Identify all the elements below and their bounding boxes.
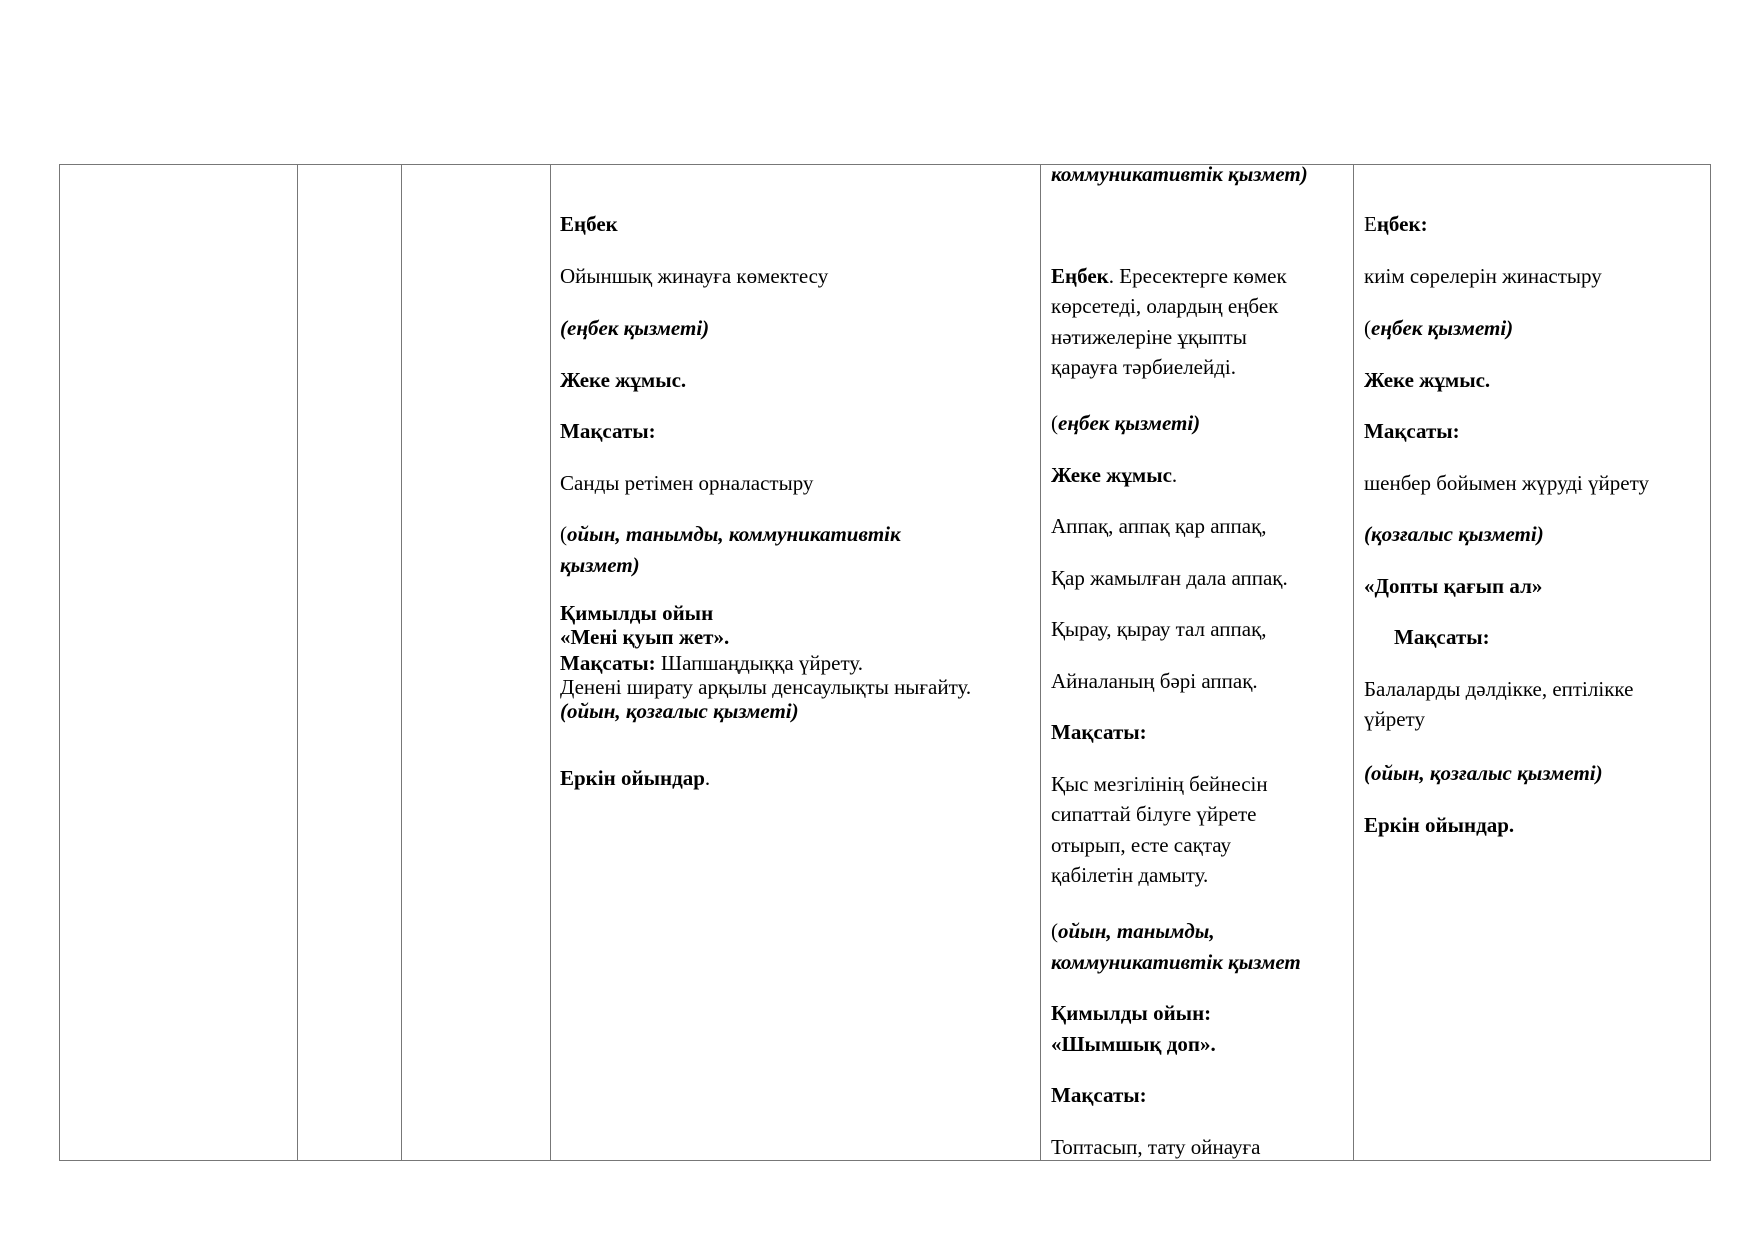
text-line: Қыс мезгілінің бейнесін — [1051, 772, 1268, 796]
text-line: Балаларды дәлдікке, ептілікке — [1364, 677, 1634, 701]
activity-note: (ойын, қозғалыс қызметі) — [560, 699, 799, 723]
table-cell-col6 — [1364, 165, 1704, 1155]
paren: ( — [1051, 411, 1058, 435]
heading-active-game: Қимылды ойын: — [1051, 1001, 1212, 1025]
heading-goal: Мақсаты: — [1364, 419, 1460, 443]
period: . — [1171, 463, 1178, 487]
text-line: көрсетеді, олардың еңбек — [1051, 294, 1279, 318]
activity-note: (қозғалыс қызметі) — [1364, 522, 1544, 546]
individual-work-label: Жеке жұмыс — [1051, 463, 1172, 487]
poem-line: Аппақ, аппақ қар аппақ, — [1051, 514, 1267, 538]
activity-note: (ойын, қозғалыс қызметі) — [1364, 761, 1603, 785]
activity-note-cont: коммуникативтік қызмет — [1051, 950, 1301, 974]
heading-goal: Мақсаты: — [560, 419, 656, 443]
heading-labor-rest: ңбек: — [1376, 212, 1428, 236]
activity-note-cont: қызмет) — [560, 553, 640, 577]
heading-labor-first: Е — [1364, 212, 1377, 236]
game-title: «Мені қуып жет». — [560, 625, 730, 649]
poem-line: Қырау, қырау тал аппақ, — [1051, 617, 1267, 641]
heading-individual-work: Жеке жұмыс. — [560, 368, 687, 392]
text-line: киім сөрелерін жинастыру — [1364, 264, 1602, 288]
free-games-label: Еркін ойындар — [560, 766, 705, 790]
text-line: Топтасып, тату ойнауға — [1051, 1135, 1261, 1159]
activity-note — [1364, 313, 1513, 343]
poem-line: Айналаның бәрі аппақ. — [1051, 669, 1258, 693]
activity-note-text: еңбек қызметі) — [1371, 316, 1514, 340]
individual-work-line — [1051, 460, 1177, 490]
activity-note-text: еңбек қызметі) — [1058, 411, 1201, 435]
column-divider-4 — [1040, 165, 1041, 1160]
text-line: нәтижелеріне ұқыпты — [1051, 325, 1247, 349]
text-line: қабілетін дамыту. — [1051, 863, 1209, 887]
game-title: «Допты қағып ал» — [1364, 574, 1543, 598]
activity-note-text: ойын, танымды, коммуникативтік — [567, 522, 901, 546]
text-line: Денені ширату арқылы денсаулықты нығайту. — [560, 675, 972, 699]
activity-note — [560, 519, 901, 549]
paren: ( — [560, 522, 567, 546]
goal-text: Шапшаңдыққа үйрету. — [655, 651, 863, 675]
labor-line — [1051, 261, 1287, 291]
plan-table — [59, 164, 1711, 1161]
table-cell-col5 — [1051, 162, 1349, 1159]
activity-note — [1051, 408, 1200, 438]
paren: ( — [1364, 316, 1371, 340]
poem-line: Қар жамылған дала аппақ. — [1051, 566, 1288, 590]
period: . — [704, 766, 711, 790]
column-divider-1 — [297, 165, 298, 1160]
heading-goal: Мақсаты: — [1051, 1083, 1147, 1107]
activity-note: (еңбек қызметі) — [560, 316, 710, 340]
text-line: Санды ретімен орналастыру — [560, 471, 814, 495]
heading-labor: Еңбек — [560, 212, 618, 236]
column-divider-2 — [401, 165, 402, 1160]
column-divider-3 — [550, 165, 551, 1160]
text-line: отырып, есте сақтау — [1051, 833, 1232, 857]
text-line: үйрету — [1364, 707, 1425, 731]
labor-text: . Ересектерге көмек — [1108, 264, 1287, 288]
paren: ( — [1051, 919, 1058, 943]
text-line: шенбер бойымен жүруді үйрету — [1364, 471, 1649, 495]
heading-goal: Мақсаты: — [1394, 625, 1490, 649]
text-line: сипаттай білуге үйрете — [1051, 802, 1257, 826]
heading-individual-work: Жеке жұмыс. — [1364, 368, 1491, 392]
table-cell-col4 — [560, 165, 1035, 1155]
heading-goal: Мақсаты: — [1051, 720, 1147, 744]
activity-note-text: ойын, танымды, — [1058, 919, 1215, 943]
free-games-label: Еркін ойындар. — [1364, 813, 1515, 837]
goal-label: Мақсаты: — [560, 651, 656, 675]
free-games-line — [560, 763, 710, 793]
activity-note — [1051, 916, 1215, 946]
activity-note-cont: коммуникативтік қызмет) — [1051, 162, 1308, 186]
text-line: қарауға тәрбиелейді. — [1051, 355, 1237, 379]
game-title: «Шымшық доп». — [1051, 1032, 1216, 1056]
labor-label: Еңбек — [1051, 264, 1109, 288]
column-divider-5 — [1353, 165, 1354, 1160]
text-line: Ойыншық жинауға көмектесу — [560, 264, 829, 288]
heading-labor — [1364, 209, 1428, 239]
heading-active-game: Қимылды ойын — [560, 601, 714, 625]
goal-line — [560, 651, 863, 675]
